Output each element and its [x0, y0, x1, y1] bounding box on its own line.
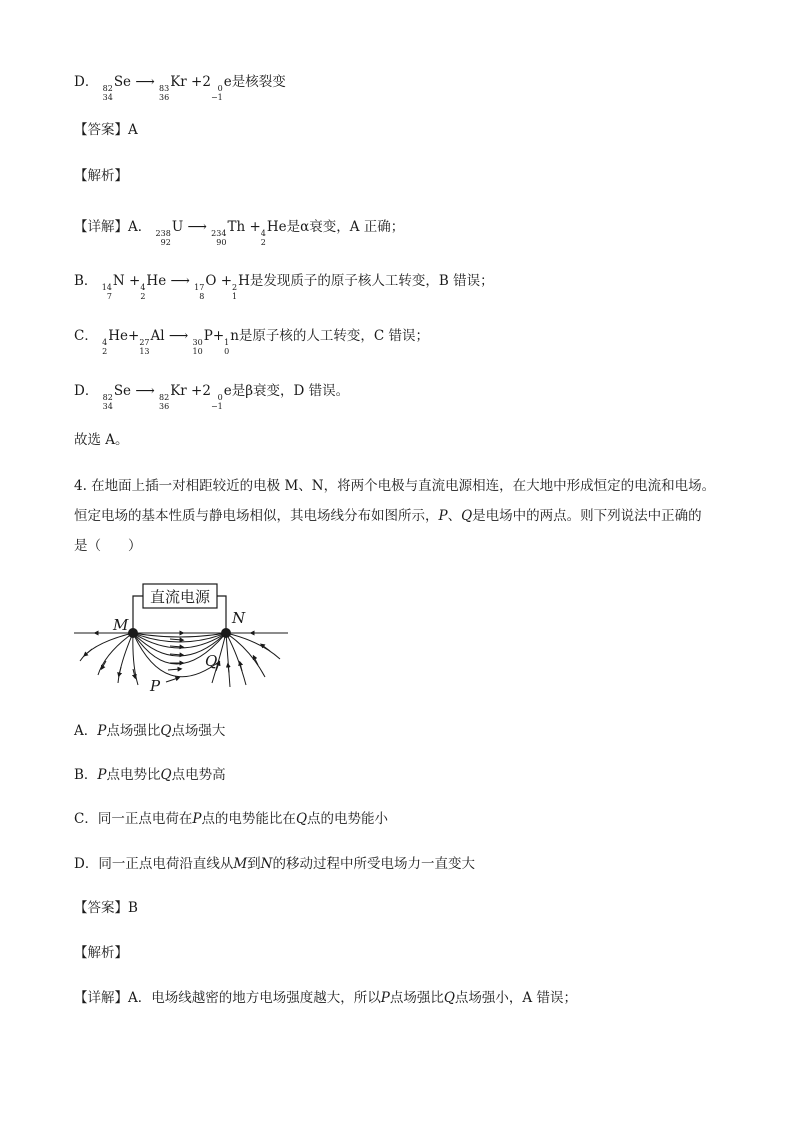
field-line	[80, 633, 133, 661]
isotope: 234 90	[211, 229, 227, 247]
detail-c: C． 4 2 He+ 27 13 Al ⟶ 30 10 P+ 1 0 n是原子核的人工转变，C 错误；	[74, 328, 430, 356]
field-line-arrows	[85, 639, 270, 682]
label-p: P	[150, 677, 161, 695]
field-line-figure	[70, 583, 295, 695]
electrode-m	[128, 628, 138, 638]
isotope: 4 2	[102, 338, 108, 356]
option-d: D．同一正点电荷沿直线从M到N的移动过程中所受电场力一直变大	[74, 856, 475, 872]
isotope: 238 92	[155, 229, 171, 247]
isotope: 82 36	[159, 393, 170, 411]
wire-right	[217, 596, 226, 633]
power-source-label: 直流电源	[149, 588, 211, 606]
isotope: 2 1	[232, 283, 238, 301]
arrow-mark	[168, 669, 180, 670]
arrow-mark	[166, 678, 178, 682]
analysis-heading-2: 【解析】	[74, 945, 128, 961]
isotope: 82 34	[102, 84, 113, 102]
isotope: 17 8	[194, 283, 205, 301]
field-line	[226, 633, 230, 687]
detail-d: D． 82 34 Se ⟶ 82 36 Kr +2 0 −1 e是β衰变，D 错误。	[74, 383, 350, 411]
arrow-icon: ⟶	[135, 74, 155, 90]
arrow-icon: ⟶	[168, 328, 189, 344]
label-n: N	[232, 609, 246, 627]
question-4-line-1: 4. 在地面上插一对相距较近的电极 M、N，将两个电极与直流电源相连，在大地中形成恒定的电流和电场。	[74, 478, 716, 494]
option-b: B．P点电势比Q点电势高	[74, 767, 226, 783]
field-line	[98, 633, 133, 675]
isotope: 0 −1	[210, 84, 223, 102]
question-4-line-3: 是（ ）	[74, 538, 142, 554]
option-d-prev: D． 82 34 Se ⟶ 83 36 Kr +2 0 −1 e是核裂变	[74, 74, 286, 102]
isotope: 0 −1	[210, 393, 223, 411]
arrow-icon: ⟶	[135, 383, 155, 399]
answer-line-1: 【答案】A	[74, 122, 138, 138]
electrode-n	[221, 628, 231, 638]
wire-left	[133, 596, 143, 633]
arrow-icon: ⟶	[170, 273, 190, 289]
conclusion-1: 故选 A。	[74, 432, 129, 448]
arrow-mark	[262, 645, 270, 651]
label-m: M	[113, 616, 129, 634]
field-lines	[80, 633, 280, 687]
field-line	[226, 633, 280, 659]
arrow-mark	[170, 654, 182, 655]
arrow-mark	[170, 646, 182, 647]
arrow-icon: ⟶	[187, 219, 207, 235]
isotope: 83 36	[159, 84, 170, 102]
arrow-mark	[170, 639, 182, 640]
detail-2-a: 【详解】A．电场线越密的地方电场强度越大，所以P点场强比Q点场强小，A 错误；	[74, 990, 577, 1006]
label-q: Q	[205, 652, 218, 670]
isotope: 82 34	[102, 393, 113, 411]
isotope: 30 10	[192, 338, 203, 356]
isotope: 14 7	[101, 283, 112, 301]
answer-line-2: 【答案】B	[74, 900, 138, 916]
arrow-mark	[85, 649, 92, 655]
field-line	[133, 633, 226, 637]
isotope: 4 2	[140, 283, 146, 301]
analysis-heading-1: 【解析】	[74, 168, 128, 184]
option-c: C．同一正点电荷在P点的电势能比在Q点的电势能小	[74, 811, 389, 827]
isotope: 27 13	[139, 338, 150, 356]
field-line	[118, 633, 133, 683]
isotope: 4 2	[260, 229, 266, 247]
isotope: 1 0	[224, 338, 230, 356]
arrow-mark	[119, 667, 121, 675]
option-a: A．P点场强比Q点场强大	[74, 723, 226, 739]
field-line	[226, 633, 265, 677]
detail-b: B． 14 7 N + 4 2 He ⟶ 17 8 O + 2 1 H是发现质子的原子核人工转变，B 错误；	[74, 273, 494, 301]
question-4-line-2: 恒定电场的基本性质与静电场相似，其电场线分布如图所示，P、Q是电场中的两点。则下列说法中正确的	[74, 508, 702, 524]
detail-a: 【详解】A． 238 92 U ⟶ 234 90 Th + 4 2 He是α衰变，A 正确；	[74, 219, 405, 247]
